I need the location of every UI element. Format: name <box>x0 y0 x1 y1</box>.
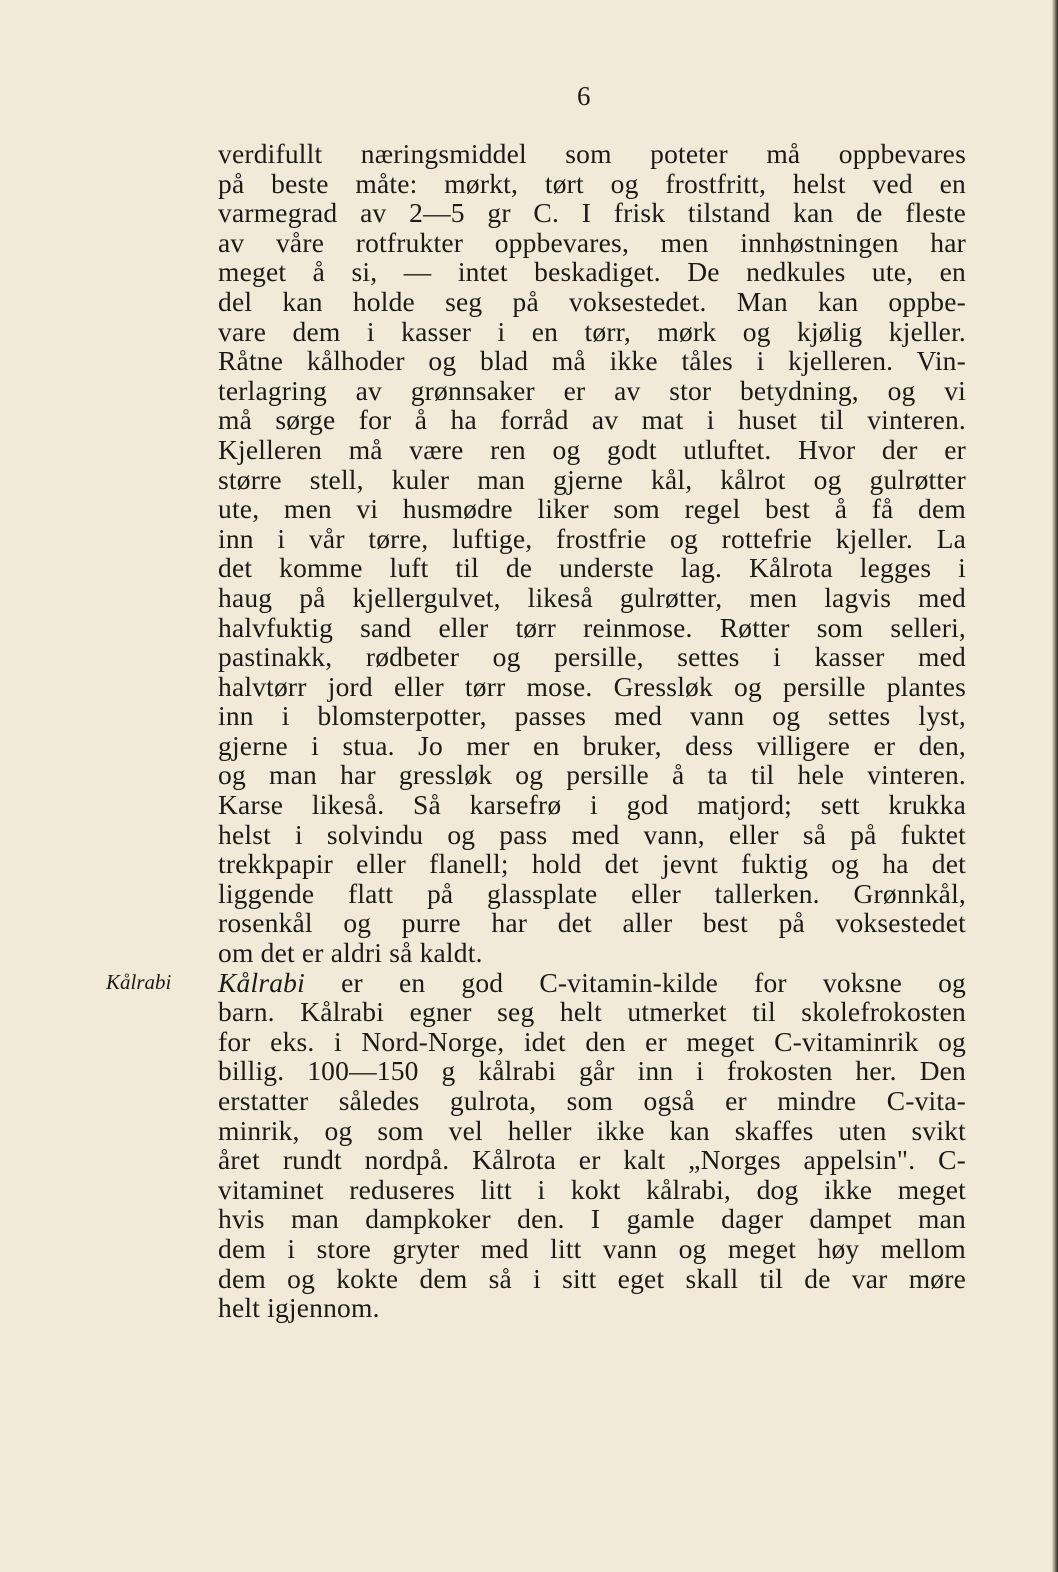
text-line: barn. Kålrabi egner seg helt utmerket til skolefrokosten <box>218 996 966 1028</box>
text-line: og man har gressløk og persille å ta til hele vinteren. <box>218 759 966 791</box>
text-line: billig. 100—150 g kålrabi går inn i frokosten her. Den <box>218 1055 966 1087</box>
lead-line-rest: er en god C-vitamin-kilde for voksne og <box>304 966 966 998</box>
text-line: inn i vår tørre, luftige, frostfrie og rottefrie kjeller. La <box>218 522 966 554</box>
text-line: gjerne i stua. Jo mer en bruker, dess villigere er den, <box>218 729 966 761</box>
text-line: om det er aldri så kaldt. <box>218 937 483 969</box>
text-line: helt igjennom. <box>218 1292 380 1324</box>
text-line: verdifullt næringsmiddel som poteter må oppbevares <box>218 138 966 169</box>
text-line: må sørge for å ha forråd av mat i huset til vinteren. <box>218 404 966 436</box>
lead-word-kalrabi: Kålrabi <box>218 966 305 998</box>
text-line: hvis man dampkoker den. I gamle dager dampet man <box>218 1203 966 1235</box>
text-line-with-lead <box>218 968 966 998</box>
text-line: vare dem i kasser i en tørr, mørk og kjølig kjeller. <box>218 315 966 347</box>
text-line: del kan holde seg på voksestedet. Man kan oppbe- <box>218 285 966 317</box>
text-line: trekkpapir eller flanell; hold det jevnt fuktig og ha det <box>218 848 966 880</box>
paragraph-storage <box>218 139 966 968</box>
text-line: rosenkål og purre har det aller best på voksestedet <box>218 907 966 939</box>
text-line: Kjelleren må være ren og godt utluftet. Hvor der er <box>218 433 966 465</box>
text-line: for eks. i Nord-Norge, idet den er meget C-vitaminrik og <box>218 1025 966 1057</box>
text-line: pastinakk, rødbeter og persille, settes i kasser med <box>218 641 966 673</box>
text-line: erstatter således gulrota, som også er mindre C-vita- <box>218 1085 966 1116</box>
text-line: varmegrad av 2—5 gr C. I frisk tilstand kan de fleste <box>218 197 966 229</box>
text-line: inn i blomsterpotter, passes med vann og settes lyst, <box>218 700 966 732</box>
text-line: større stell, kuler man gjerne kål, kålrot og gulrøtter <box>218 463 966 495</box>
text-line: vitaminet reduseres litt i kokt kålrabi, dog ikke meget <box>218 1173 966 1205</box>
text-line: haug på kjellergulvet, likeså gulrøtter, men lagvis med <box>218 581 966 613</box>
text-line: Råtne kålhoder og blad må ikke tåles i kjelleren. Vin- <box>218 345 966 377</box>
text-line: på beste måte: mørkt, tørt og frostfritt, helst ved en <box>218 167 966 199</box>
text-line: dem i store gryter med litt vann og meget høy mellom <box>218 1232 966 1264</box>
text-line: meget å si, — intet beskadiget. De nedkules ute, en <box>218 256 966 288</box>
text-line: dem og kokte dem så i sitt eget skall til de var møre <box>218 1262 966 1294</box>
text-line: av våre rotfrukter oppbevares, men innhøstningen har <box>218 226 966 258</box>
text-line: minrik, og som vel heller ikke kan skaffes uten svikt <box>218 1114 966 1146</box>
text-line: halvfuktig sand eller tørr reinmose. Røtter som selleri, <box>218 611 966 643</box>
text-line: liggende flatt på glassplate eller tallerken. Grønnkål, <box>218 877 966 909</box>
text-line: det komme luft til de underste lag. Kålrota legges i <box>218 552 966 584</box>
text-line: halvtørr jord eller tørr mose. Gressløk og persille plantes <box>218 670 966 702</box>
paragraph-kalrabi <box>218 968 966 1323</box>
text-line: terlagring av grønnsaker er av stor betydning, og vi <box>218 374 966 406</box>
text-line: ute, men vi husmødre liker som regel best å få dem <box>218 493 966 525</box>
text-line: Karse likeså. Så karsefrø i god matjord; sett krukka <box>218 789 966 821</box>
margin-note-kalrabi: Kålrabi <box>106 970 172 994</box>
text-line: året rundt nordpå. Kålrota er kalt „Norges appelsin". C- <box>218 1144 966 1176</box>
page-edge-shadow <box>1052 0 1058 1572</box>
text-line: helst i solvindu og pass med vann, eller så på fuktet <box>218 818 966 850</box>
page-number: 6 <box>577 81 591 111</box>
body-text <box>218 139 966 1323</box>
